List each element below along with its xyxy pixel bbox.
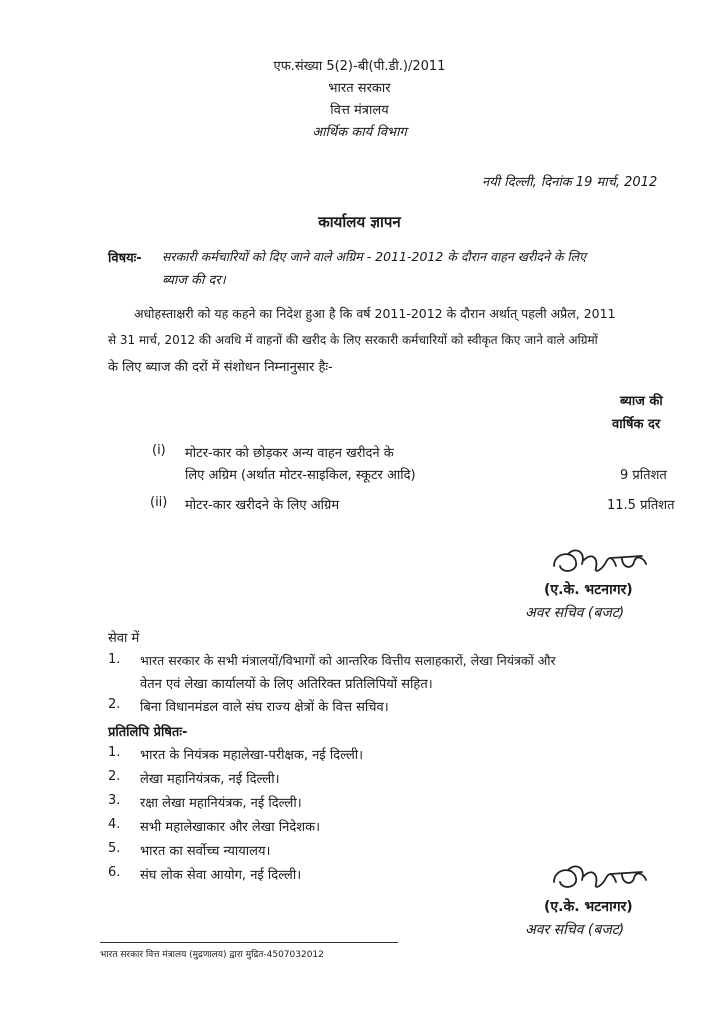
copy-to-number: 1.: [108, 745, 121, 760]
department-name: आर्थिक कार्य विभाग: [312, 125, 407, 140]
rate-row-value: 11.5 प्रतिशत: [607, 498, 675, 513]
signatory-designation: अवर सचिव (बजट): [525, 605, 625, 621]
subject-line-1: सरकारी कर्मचारियों को दिए जाने वाले अग्रिम - 2011-2012 के दौरान वाहन खरीदने के लिए: [162, 249, 587, 264]
addressee-line-1: भारत सरकार के सभी मंत्रालयों/विभागों को आन्तरिक वित्तीय सलाहकारों, लेखा नियंत्रकों और: [140, 653, 556, 668]
copy-to-number: 3.: [108, 793, 121, 808]
signatory-name: (ए.के. भटनागर): [544, 582, 633, 598]
signatory-designation: अवर सचिव (बजट): [525, 922, 625, 938]
subject-line-2: ब्याज की दर।: [162, 273, 226, 288]
copy-to-item: लेखा महानियंत्रक, नई दिल्ली।: [140, 772, 280, 787]
addressee-line-1: बिना विधानमंडल वाले संघ राज्य क्षेत्रों के वित्त सचिव।: [140, 700, 389, 715]
file-number: एफ.संख्या 5(2)-बी(पी.डी.)/2011: [273, 59, 446, 74]
rate-row-number: (ii): [150, 495, 168, 510]
copy-to-number: 2.: [108, 769, 121, 784]
printer-footer: भारत सरकार वित्त मंत्रालय (मुद्रणालय) द्वारा मुद्रित-4507032012: [100, 950, 324, 960]
copy-to-item: संघ लोक सेवा आयोग, नई दिल्ली।: [140, 868, 302, 883]
addressee-line-2: वेतन एवं लेखा कार्यालयों के लिए अतिरिक्त प्रतिलिपियों सहित।: [140, 677, 433, 692]
addressee-number: 2.: [108, 697, 121, 712]
addressee-number: 1.: [108, 652, 121, 667]
government-name: भारत सरकार: [328, 81, 391, 96]
signature-mark: [548, 856, 658, 898]
ministry-name: वित्त मंत्रालय: [330, 103, 389, 118]
copy-to-label: प्रतिलिपि प्रेषितः-: [108, 725, 188, 740]
rate-row-value: 9 प्रतिशत: [620, 468, 667, 483]
body-line-3: के लिए ब्याज की दरों में संशोधन निम्नानुसार हैः-: [108, 360, 333, 375]
rate-row-line-2: लिए अग्रिम (अर्थात मोटर-साइकिल, स्कूटर आदि): [185, 468, 416, 483]
copy-to-number: 6.: [108, 865, 121, 880]
rate-row-line-1: मोटर-कार को छोड़कर अन्य वाहन खरीदने के: [185, 446, 394, 461]
copy-to-number: 4.: [108, 817, 121, 832]
addressee-label: सेवा में: [108, 631, 140, 646]
rate-row-number: (i): [152, 443, 166, 458]
body-line-1: अधोहस्ताक्षरी को यह कहने का निदेश हुआ है कि वर्ष 2011-2012 के दौरान अर्थात् पहली अप्रैल, 2011: [134, 306, 616, 321]
signature-mark: [548, 540, 658, 582]
subject-label: विषयः-: [108, 251, 142, 266]
copy-to-item: भारत के नियंत्रक महालेखा-परीक्षक, नई दिल्ली।: [140, 748, 364, 763]
rate-column-header-2: वार्षिक दर: [612, 417, 661, 432]
body-line-2: से 31 मार्च, 2012 की अवधि में वाहनों की खरीद के लिए सरकारी कर्मचारियों को स्वीकृत किए जाने वाले अग्रिमों: [108, 333, 598, 347]
copy-to-item: सभी महालेखाकार और लेखा निदेशक।: [140, 820, 321, 835]
document-title: कार्यालय ज्ञापन: [318, 213, 401, 231]
copy-to-item: रक्षा लेखा महानियंत्रक, नई दिल्ली।: [140, 796, 302, 811]
place-date: नयी दिल्ली, दिनांक 19 मार्च, 2012: [482, 175, 658, 190]
rate-column-header-1: ब्याज की: [620, 394, 663, 409]
rate-row-line-1: मोटर-कार खरीदने के लिए अग्रिम: [185, 498, 340, 513]
copy-to-item: भारत का सर्वोच्च न्यायालय।: [140, 844, 271, 859]
copy-to-number: 5.: [108, 841, 121, 856]
signatory-name: (ए.के. भटनागर): [544, 899, 633, 915]
footer-divider: [100, 942, 398, 943]
